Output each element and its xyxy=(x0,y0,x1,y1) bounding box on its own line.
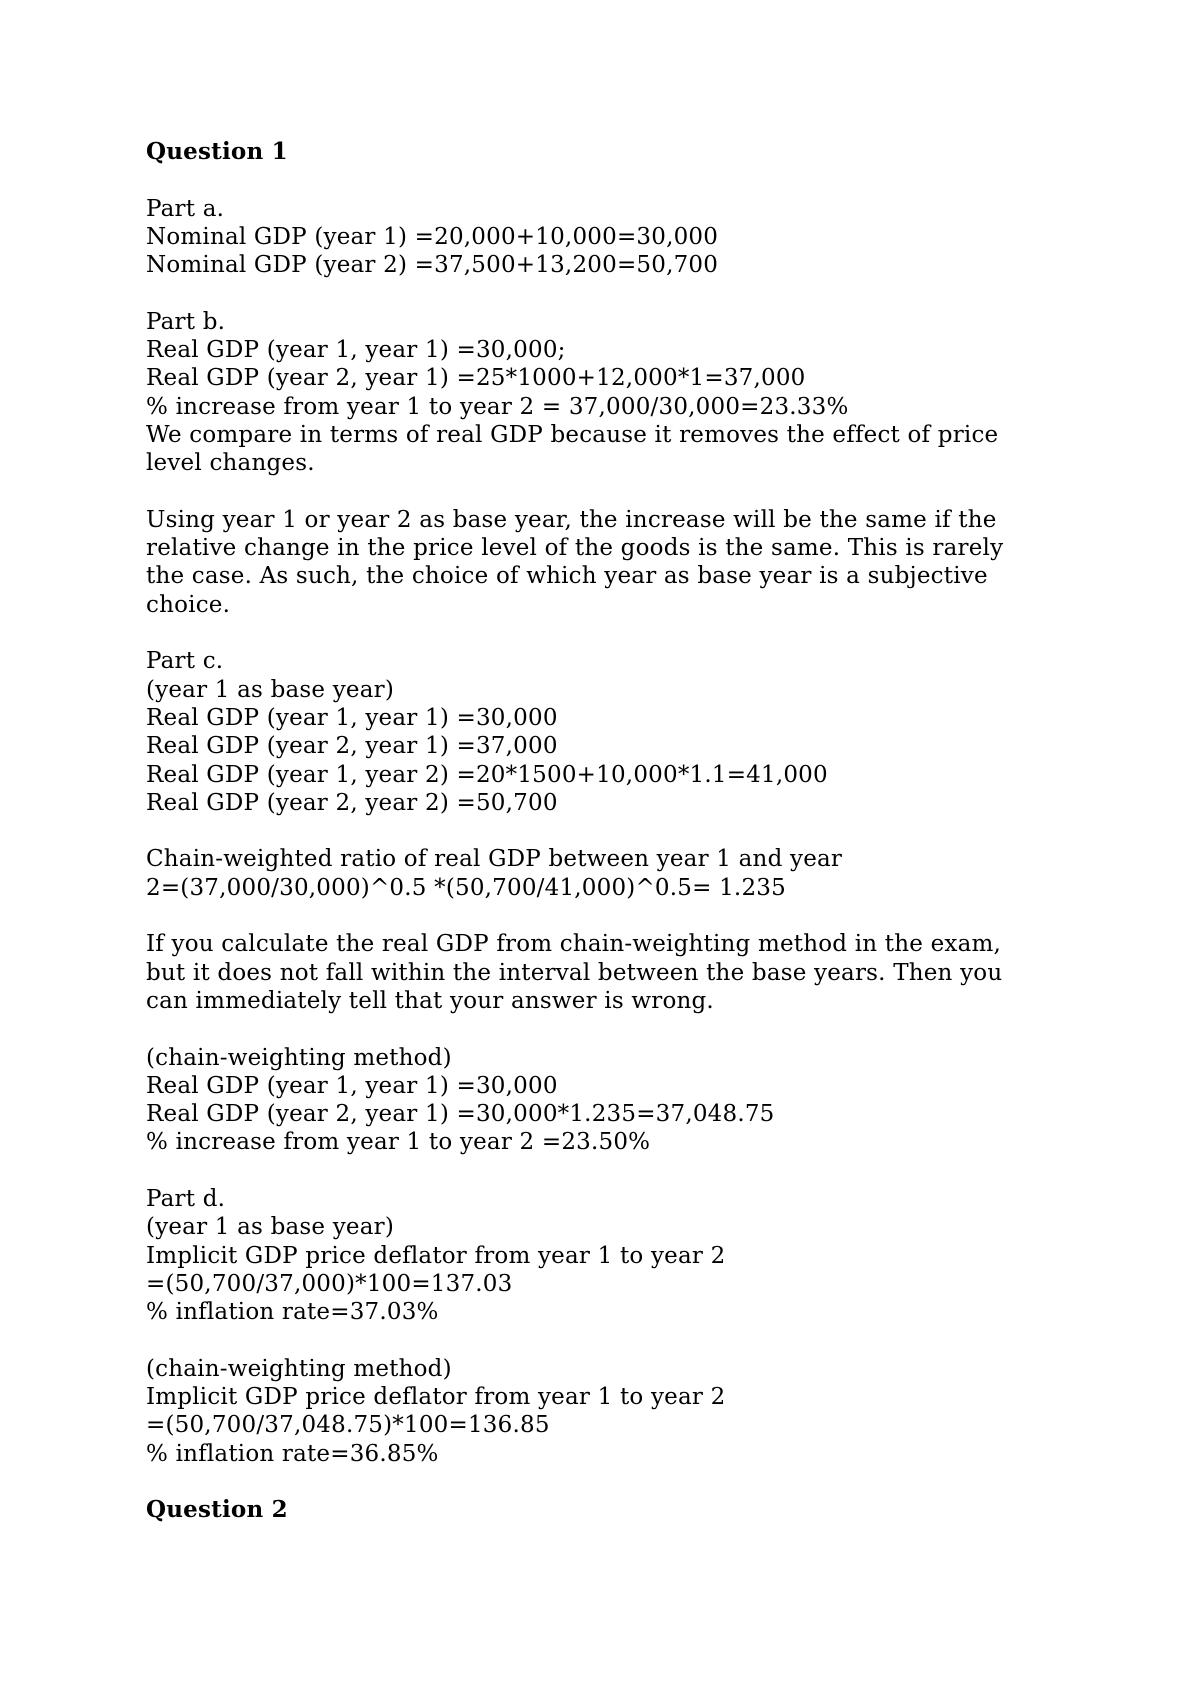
part-b-para2-line-2: relative change in the price level of the goods is the same. This is rarely xyxy=(146,535,1004,562)
part-c-label: Part c. xyxy=(146,648,224,675)
part-a-label: Part a. xyxy=(146,195,225,222)
chain-method-line-2: Real GDP (year 1, year 1) =30,000 xyxy=(146,1072,558,1099)
part-a-line-1: Nominal GDP (year 1) =20,000+10,000=30,000 xyxy=(146,223,719,250)
part-b-line-4: We compare in terms of real GDP because it removes the effect of price xyxy=(146,421,999,448)
part-c-line-5: Real GDP (year 2, year 2) =50,700 xyxy=(146,789,558,816)
note-line-2: but it does not fall within the interval between the base years. Then you xyxy=(146,959,1003,986)
note-line-3: can immediately tell that your answer is wrong. xyxy=(146,987,714,1014)
chain-method-line-4: % increase from year 1 to year 2 =23.50% xyxy=(146,1129,651,1156)
part-a-line-2: Nominal GDP (year 2) =37,500+13,200=50,700 xyxy=(146,252,719,279)
document-page xyxy=(146,138,1076,1525)
part-b-line-1: Real GDP (year 1, year 1) =30,000; xyxy=(146,337,566,364)
note-line-1: If you calculate the real GDP from chain-weighting method in the exam, xyxy=(146,931,1002,958)
part-d-chain-line-4: % inflation rate=36.85% xyxy=(146,1440,439,1467)
part-d-base-line-2: Implicit GDP price deflator from year 1 to year 2 xyxy=(146,1242,726,1269)
part-b-line-2: Real GDP (year 2, year 1) =25*1000+12,000*1=37,000 xyxy=(146,365,806,392)
part-b-para2-line-3: the case. As such, the choice of which year as base year is a subjective xyxy=(146,563,988,590)
part-d-chain-line-3: =(50,700/37,048.75)*100=136.85 xyxy=(146,1412,550,1439)
part-d-base-line-3: =(50,700/37,000)*100=137.03 xyxy=(146,1270,513,1297)
chain-method-line-1: (chain-weighting method) xyxy=(146,1044,452,1071)
question-2-heading: Question 2 xyxy=(146,1496,288,1524)
part-c-line-3: Real GDP (year 2, year 1) =37,000 xyxy=(146,733,558,760)
part-b-line-5: level changes. xyxy=(146,450,315,477)
chain-ratio-line-2: 2=(37,000/30,000)^0.5 *(50,700/41,000)^0.5= 1.235 xyxy=(146,874,786,901)
part-d-chain-line-1: (chain-weighting method) xyxy=(146,1355,452,1382)
chain-method-line-3: Real GDP (year 2, year 1) =30,000*1.235=37,048.75 xyxy=(146,1101,775,1128)
chain-ratio-line-1: Chain-weighted ratio of real GDP between year 1 and year xyxy=(146,846,843,873)
part-d-base-line-4: % inflation rate=37.03% xyxy=(146,1299,439,1326)
part-d-chain-line-2: Implicit GDP price deflator from year 1 to year 2 xyxy=(146,1384,726,1411)
part-d-label: Part d. xyxy=(146,1185,226,1212)
part-d-base-line-1: (year 1 as base year) xyxy=(146,1214,395,1241)
part-b-para2-line-1: Using year 1 or year 2 as base year, the increase will be the same if the xyxy=(146,506,997,533)
part-c-line-4: Real GDP (year 1, year 2) =20*1500+10,000*1.1=41,000 xyxy=(146,761,828,788)
part-c-line-2: Real GDP (year 1, year 1) =30,000 xyxy=(146,704,558,731)
part-c-line-1: (year 1 as base year) xyxy=(146,676,395,703)
question-1-heading: Question 1 xyxy=(146,138,288,165)
part-b-label: Part b. xyxy=(146,308,226,335)
part-b-line-3: % increase from year 1 to year 2 = 37,000/30,000=23.33% xyxy=(146,393,849,420)
part-b-para2-line-4: choice. xyxy=(146,591,231,618)
